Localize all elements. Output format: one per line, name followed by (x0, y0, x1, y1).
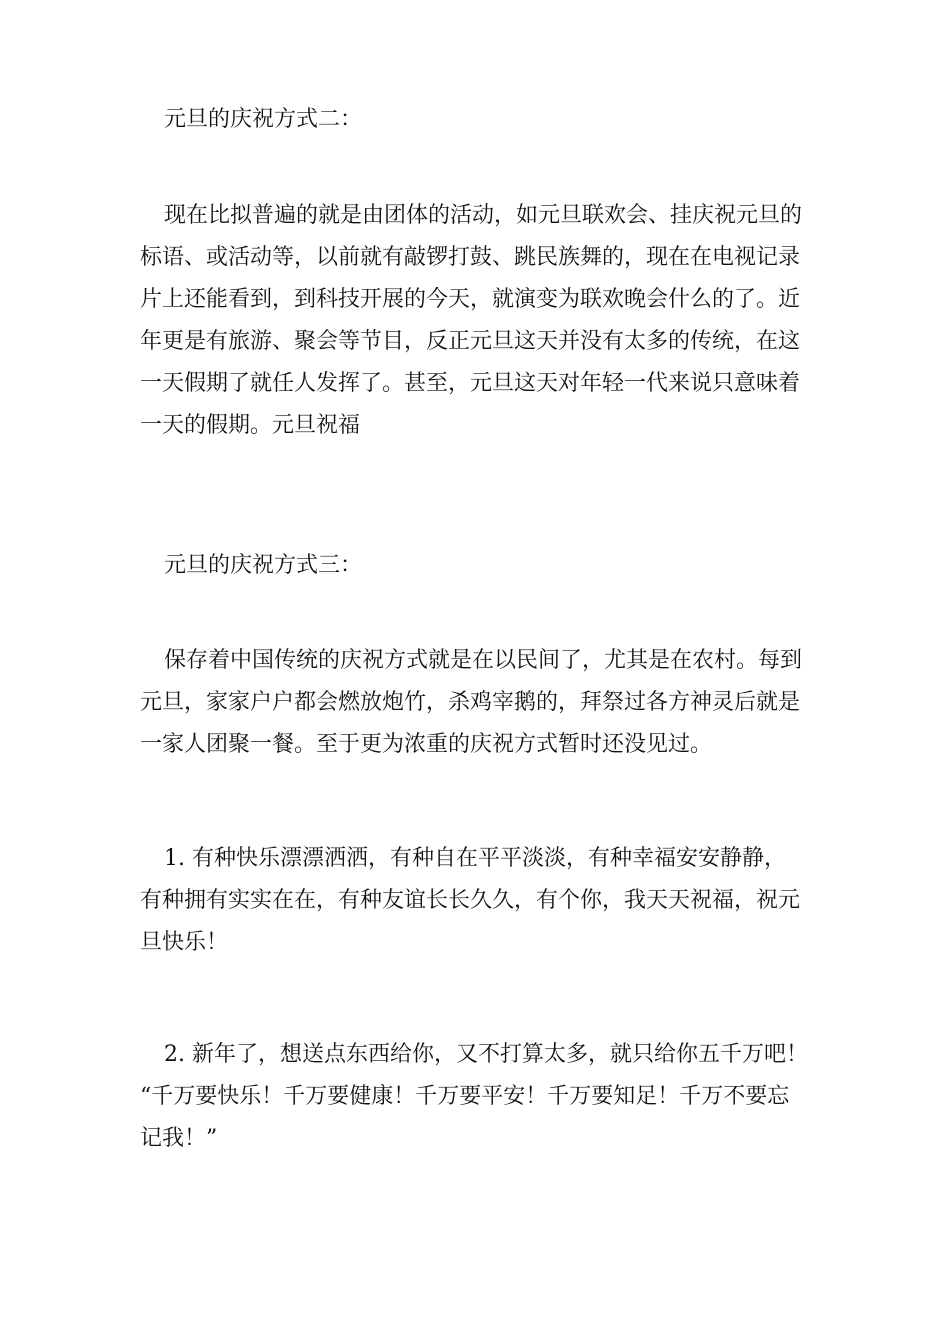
paragraph-line: 现在比拟普遍的就是由团体的活动，如元旦联欢会、挂庆祝元旦的 (164, 203, 803, 228)
heading-text: 元旦的庆祝方式三： (164, 553, 363, 578)
list-item-line: 记我！” (140, 1126, 218, 1151)
paragraph-line: 标语、或活动等，以前就有敲锣打鼓、跳民族舞的，现在在电视记录 (140, 245, 801, 270)
paragraph-line: 年更是有旅游、聚会等节目，反正元旦这天并没有太多的传统，在这 (140, 329, 801, 354)
paragraph-line: 元旦，家家户户都会燃放炮竹，杀鸡宰鹅的，拜祭过各方神灵后就是 (140, 690, 801, 715)
section-heading-3 (140, 545, 812, 587)
list-item-line: “千万要快乐！千万要健康！千万要平安！千万要知足！千万不要忘 (140, 1084, 790, 1109)
list-item-line: 2. 新年了，想送点东西给你，又不打算太多，就只给你五千万吧！ (164, 1042, 808, 1067)
heading-text: 元旦的庆祝方式二： (164, 107, 363, 132)
paragraph-2 (140, 195, 812, 447)
paragraph-line: 一家人团聚一餐。至于更为浓重的庆祝方式暂时还没见过。 (140, 732, 713, 757)
list-item-2 (140, 1034, 812, 1160)
paragraph-3 (140, 640, 812, 766)
paragraph-line: 保存着中国传统的庆祝方式就是在以民间了，尤其是在农村。每到 (164, 648, 803, 673)
paragraph-line: 一天假期了就任人发挥了。甚至，元旦这天对年轻一代来说只意味着 (140, 371, 801, 396)
paragraph-line: 片上还能看到，到科技开展的今天，就演变为联欢晚会什么的了。近 (140, 287, 801, 312)
section-heading-2 (140, 99, 812, 141)
list-item-line: 旦快乐！ (140, 930, 229, 955)
list-item-line: 1. 有种快乐漂漂洒洒，有种自在平平淡淡，有种幸福安安静静， (164, 846, 786, 871)
list-item-line: 有种拥有实实在在，有种友谊长长久久，有个你，我天天祝福，祝元 (140, 888, 801, 913)
paragraph-line: 一天的假期。元旦祝福 (140, 413, 361, 438)
list-item-1 (140, 838, 812, 964)
